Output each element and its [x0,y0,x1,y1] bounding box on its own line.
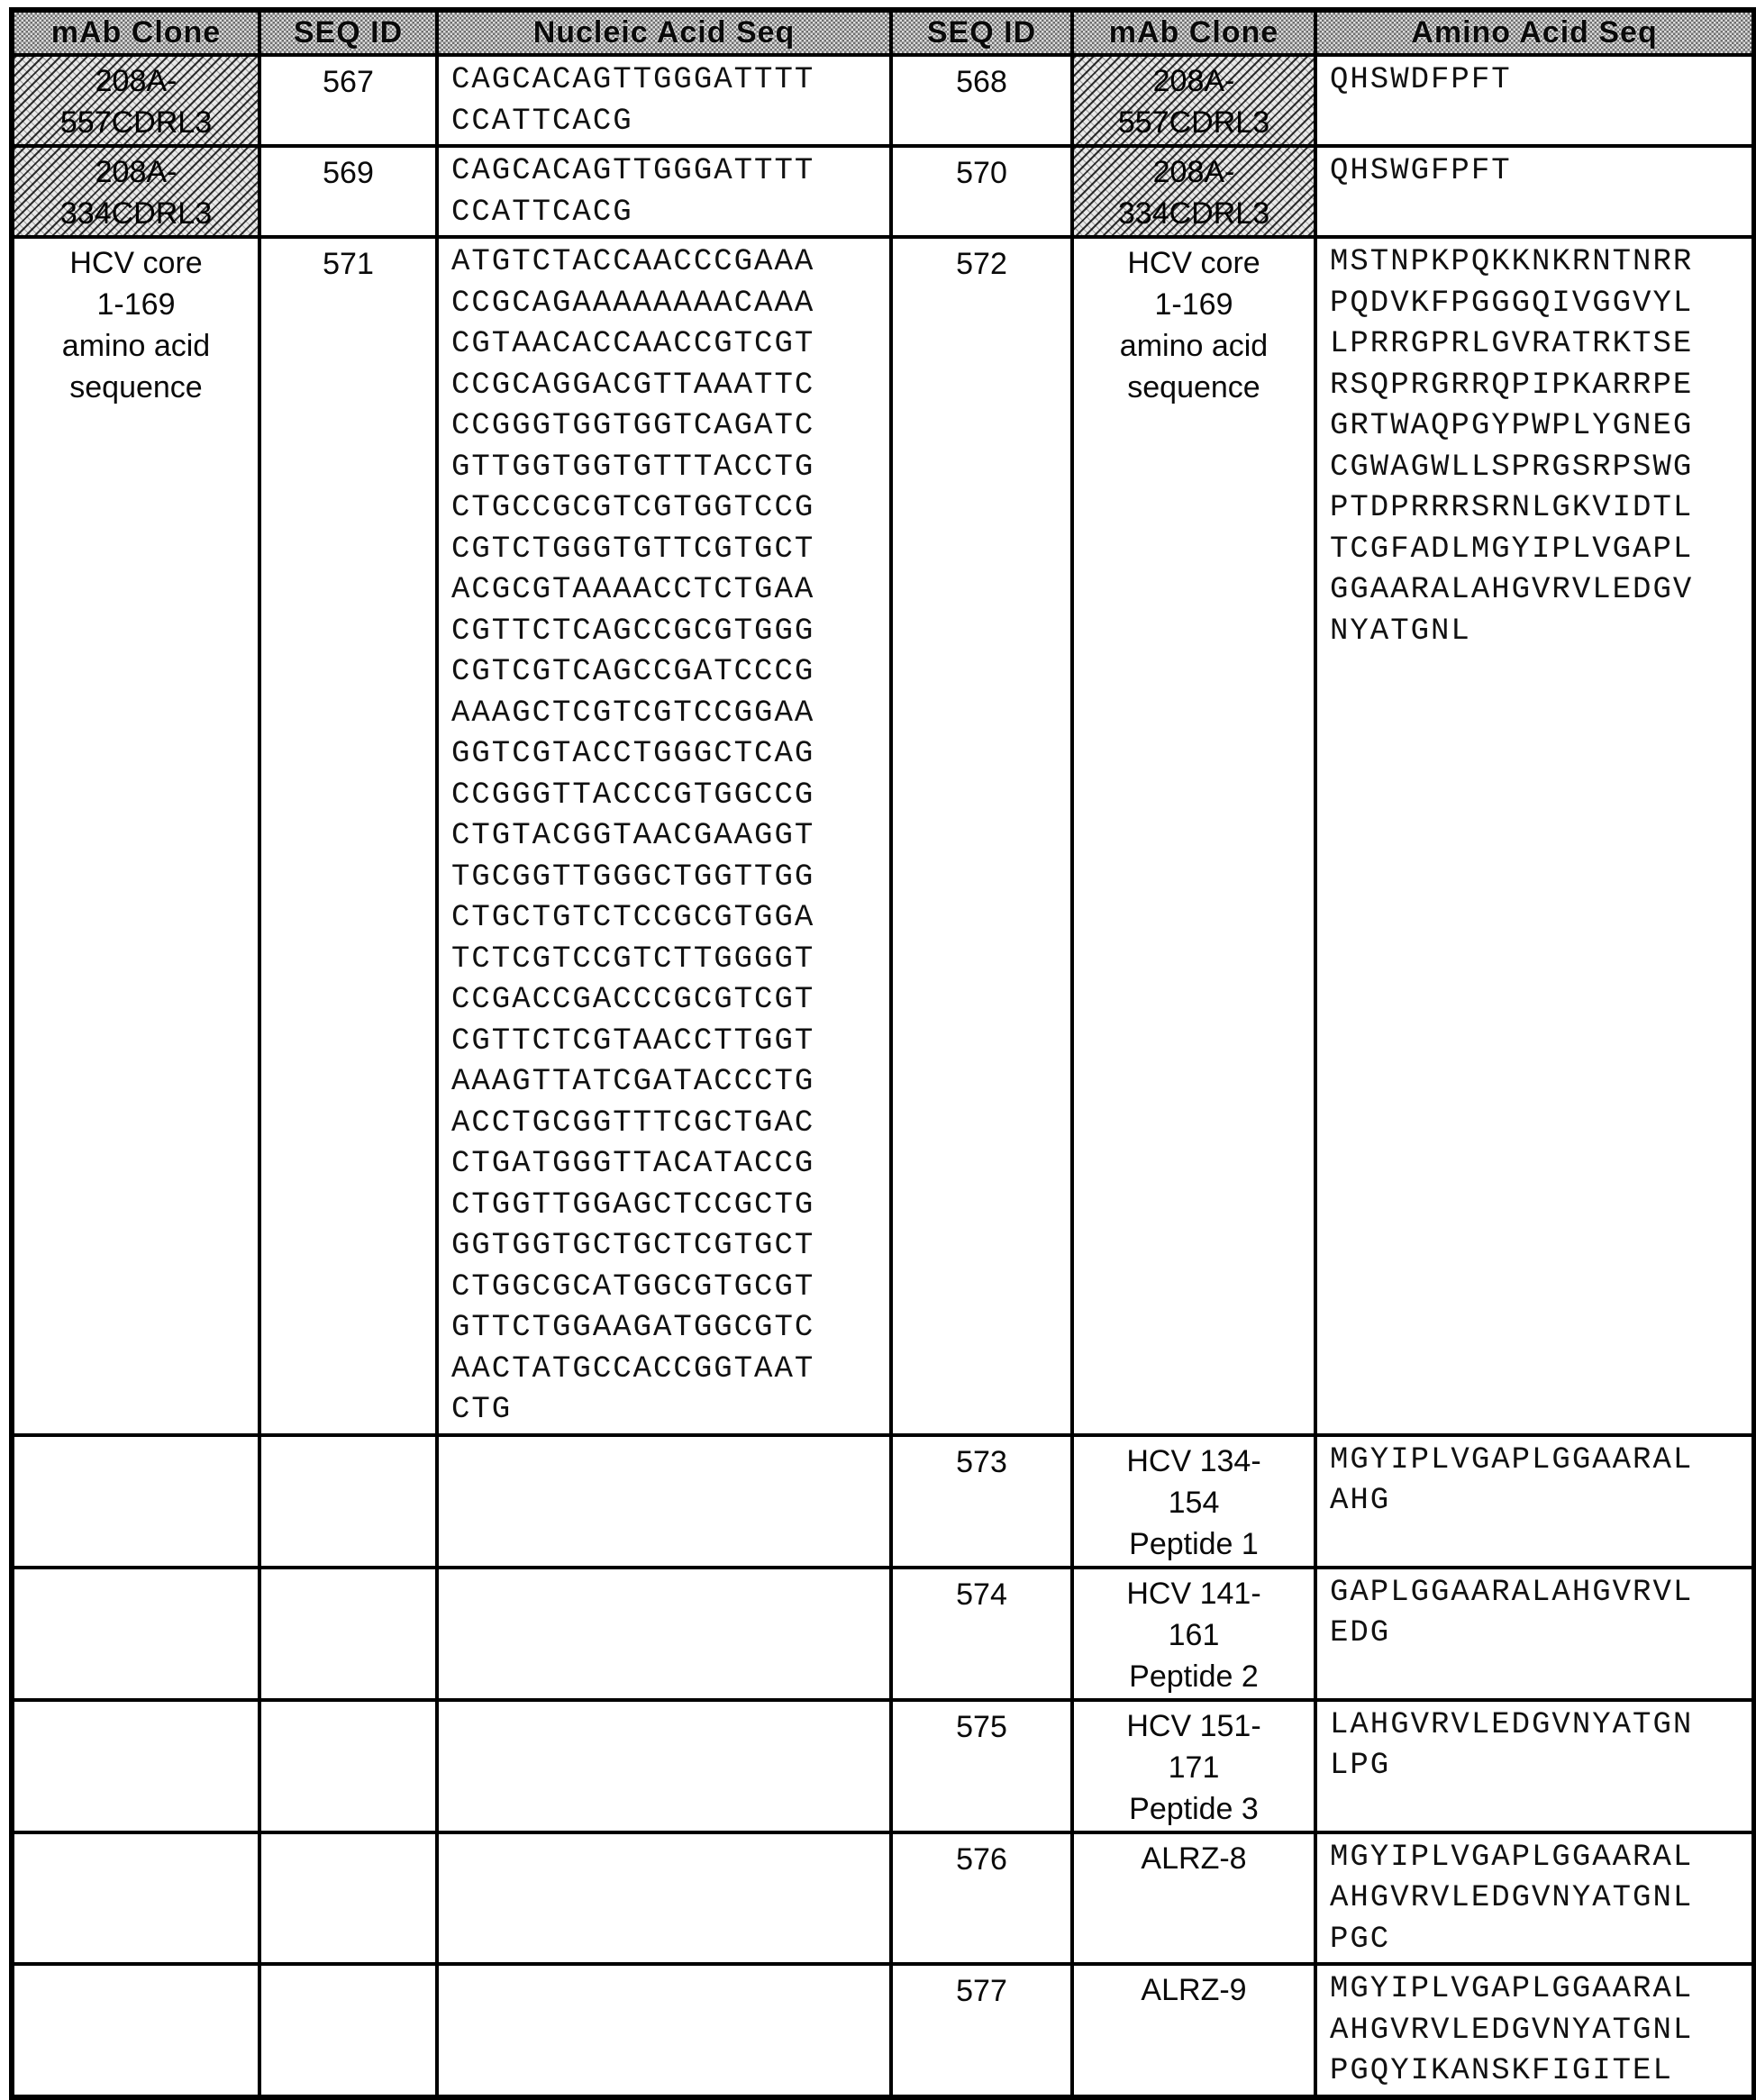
amino-acid-seq-cell: MGYIPLVGAPLGGAARAL AHGVRVLEDGVNYATGNL PGQYIKANSKFIGITEL [1315,1964,1754,2097]
nucleic-acid-seq-cell [437,1568,891,1700]
seq-id-cell [259,1700,437,1832]
seq-id-cell [259,1832,437,1965]
amino-acid-seq-cell: MGYIPLVGAPLGGAARAL AHG [1315,1435,1754,1568]
table-row-seq-577 [12,1964,1754,2097]
seq-id-cell [259,1568,437,1700]
nucleic-acid-seq-cell [437,1700,891,1832]
nucleic-acid-seq-cell [437,1435,891,1568]
seq-id-cell: 574 [891,1568,1072,1700]
seq-id-cell [259,1435,437,1568]
mab-clone-cell: 208A- 557CDRL3 [12,55,259,146]
seq-id-cell: 575 [891,1700,1072,1832]
mab-clone-cell: ALRZ-8 [1072,1832,1315,1965]
mab-clone-cell: HCV 151- 171 Peptide 3 [1072,1700,1315,1832]
mab-clone-cell [12,1964,259,2097]
mab-clone-cell: 208A- 557CDRL3 [1072,55,1315,146]
header-mab-clone-right: mAb Clone [1072,10,1315,55]
seq-id-cell: 573 [891,1435,1072,1568]
header-seq-id-right: SEQ ID [891,10,1072,55]
mab-clone-cell: 208A- 334CDRL3 [12,146,259,237]
amino-acid-seq-cell: LAHGVRVLEDGVNYATGN LPG [1315,1700,1754,1832]
mab-clone-cell: HCV core 1-169 amino acid sequence [12,237,259,1435]
table-row-seq-576 [12,1832,1754,1965]
nucleic-acid-seq-cell: ATGTCTACCAACCCGAAA CCGCAGAAAAAAAACAAA CGTAACACCAACCGTCGT CCGCAGGACGTTAAATTC CCGGGTGGTGGTCAGATC GTTGGTGGTGTTTACCTG CTGCCGCGTCGTGGTCCG CGTCTGGGTGTTCGTGCT ACGCGTAAAACCTCTGAA CGTTCTCAGCCGCGTGGG CGTCGTCAGCCGATCCCG AAAGCTCGTCGTCCGGAA GGTCGTACCTGGGCTCAG CCGGGTTACCCGTGGCCG CTGTACGGTAACGAAGGT TGCGGTTGGGCTGGTTGG CTGCTGTCTCCGCGTGGA TCTCGTCCGTCTTGGGGT CCGACCGACCCGCGTCGT CGTTCTCGTAACCTTGGT AAAGTTATCGATACCCTG ACCTGCGGTTTCGCTGAC CTGATGGGTTACATACCG CTGGTTGGAGCTCCGCTG GGTGGTGCTGCTCGTGCT CTGGCGCATGGCGTGCGT GTTCTGGAAGATGGCGTC AACTATGCCACCGGTAAT CTG [437,237,891,1435]
table-row-seq-567-568 [12,55,1754,146]
table-row-seq-571-572 [12,237,1754,1435]
mab-clone-cell [12,1568,259,1700]
seq-id-cell: 572 [891,237,1072,1435]
mab-clone-cell: HCV core 1-169 amino acid sequence [1072,237,1315,1435]
mab-clone-cell: ALRZ-9 [1072,1964,1315,2097]
amino-acid-seq-cell: MGYIPLVGAPLGGAARAL AHGVRVLEDGVNYATGNL PGC [1315,1832,1754,1965]
amino-acid-seq-cell: QHSWDFPFT [1315,55,1754,146]
amino-acid-seq-cell: MSTNPKPQKKNKRNTNRR PQDVKFPGGGQIVGGVYL LPRRGPRLGVRATRKTSE RSQPRGRRQPIPKARRPE GRTWAQPGYPWPLYGNEG CGWAGWLLSPRGSRPSWG PTDPRRRSRNLGKVIDTL TCGFADLMGYIPLVGAPL GGAARALAHGVRVLEDGV NYATGNL [1315,237,1754,1435]
table-row-seq-573 [12,1435,1754,1568]
nucleic-acid-seq-cell [437,1832,891,1965]
seq-id-cell: 576 [891,1832,1072,1965]
mab-clone-cell [12,1832,259,1965]
nucleic-acid-seq-cell: CAGCACAGTTGGGATTTT CCATTCACG [437,55,891,146]
header-mab-clone-left: mAb Clone [12,10,259,55]
header-amino-acid-seq: Amino Acid Seq [1315,10,1754,55]
amino-acid-seq-cell: GAPLGGAARALAHGVRVL EDG [1315,1568,1754,1700]
table-row-seq-569-570 [12,146,1754,237]
mab-clone-cell [12,1700,259,1832]
table-row-seq-574 [12,1568,1754,1700]
seq-id-cell: 571 [259,237,437,1435]
table-header-row [12,10,1754,55]
nucleic-acid-seq-cell: CAGCACAGTTGGGATTTT CCATTCACG [437,146,891,237]
seq-id-cell: 567 [259,55,437,146]
mab-clone-cell [12,1435,259,1568]
mab-clone-cell: HCV 141- 161 Peptide 2 [1072,1568,1315,1700]
seq-id-cell: 569 [259,146,437,237]
nucleic-acid-seq-cell [437,1964,891,2097]
header-seq-id-left: SEQ ID [259,10,437,55]
mab-clone-cell: 208A- 334CDRL3 [1072,146,1315,237]
amino-acid-seq-cell: QHSWGFPFT [1315,146,1754,237]
header-nucleic-acid-seq: Nucleic Acid Seq [437,10,891,55]
seq-id-cell: 577 [891,1964,1072,2097]
seq-id-cell: 570 [891,146,1072,237]
seq-id-cell: 568 [891,55,1072,146]
table-row-seq-575 [12,1700,1754,1832]
sequence-table [9,7,1756,2100]
seq-id-cell [259,1964,437,2097]
mab-clone-cell: HCV 134- 154 Peptide 1 [1072,1435,1315,1568]
